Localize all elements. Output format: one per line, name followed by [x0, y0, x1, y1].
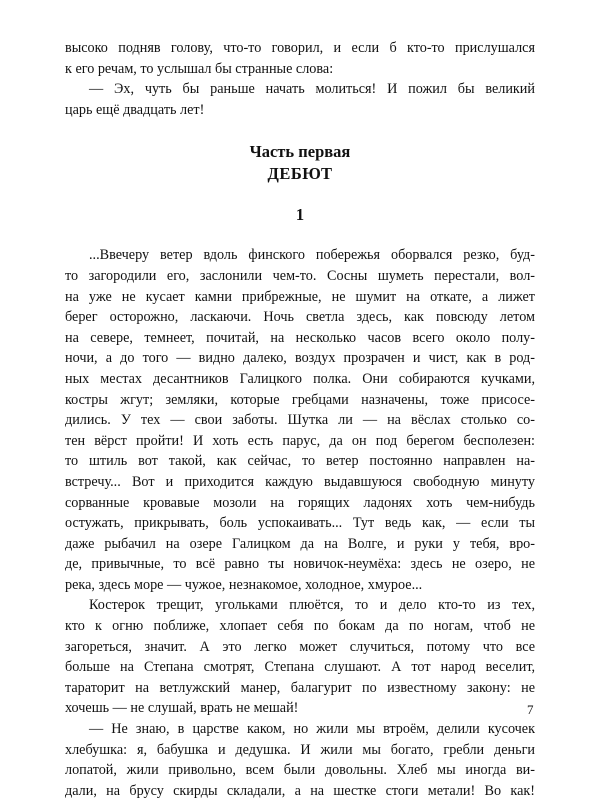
text-line: — Не знаю, в царстве каком, но жили мы втроём, делили кусочек	[89, 721, 535, 738]
text-line: дились. У тех — свои заботы. Шутка ли — на вёслах столько со-	[65, 412, 535, 429]
text-line: река, здесь море — чужое, незнакомое, холодное, хмурое...	[65, 576, 423, 593]
part-title: Часть первая	[249, 142, 351, 162]
part-name: ДЕБЮТ	[267, 164, 333, 184]
text-line: де, привычные, то всё равно ты новичок-неумёха: здесь не озеро, не	[65, 556, 535, 573]
text-line: кто к огню поближе, хлопает себя по бокам да по ногам, чтоб не	[65, 618, 535, 635]
text-line: костры жгут; земляки, которые гребцами назначены, тоже присосе-	[65, 391, 535, 408]
text-line: царь ещё двадцать лет!	[65, 101, 205, 118]
text-line: хочешь — не слушай, врать не мешай!	[65, 700, 299, 717]
text-line: то штиль вот такой, как сейчас, то ветер постоянно направлен на-	[65, 453, 535, 470]
text-line: к его речам, то услышал бы странные слова:	[65, 60, 334, 77]
text-line: на севере, темнеет, почитай, на несколько часов всего около полу-	[65, 329, 535, 346]
text-line: лопатой, жили привольно, всем были довольны. Хлеб мы иногда ви-	[65, 762, 535, 779]
paragraph-2	[65, 595, 535, 719]
text-line: больше на Степана смотрят, Степана слушают. А тот народ веселит,	[65, 659, 535, 676]
text-line: высоко подняв голову, что-то говорил, и если б кто-то прислушался	[65, 40, 535, 56]
text-line: встречу... Вот и приходится каждую выдавшуюся свободную минуту	[65, 473, 535, 490]
chapter-number: 1	[295, 205, 305, 225]
text-line: сорванные кровавые мозоли на горящих ладонях хоть чем-нибудь	[65, 494, 535, 511]
text-line: берег осторожно, ласкаючи. Ночь светла здесь, как повсюду летом	[65, 309, 535, 326]
text-line: ночи, а до того — видно далеко, воздух прозрачен и чист, как в род-	[65, 350, 535, 367]
text-line: на уже не кусает камни прибрежные, не шумит на откате, а лижет	[65, 288, 535, 305]
intro-text	[65, 38, 535, 120]
part-heading	[65, 141, 535, 185]
text-line: ных местах десантников Галицкого полка. Они собираются кучками,	[65, 370, 535, 387]
paragraph-3	[65, 719, 535, 801]
text-line: остужать, прикрывать, боль успокаивать... Тут ведь как, — если ты	[65, 515, 535, 532]
text-line: тен вёрст пройти! И хоть есть парус, да он под берегом бесполезен:	[65, 432, 535, 449]
page-number: 7	[527, 702, 534, 717]
text-line: — Эх, чуть бы раньше начать молиться! И пожил бы великий	[89, 81, 535, 98]
text-line: хлебушка: я, бабушка и дедушка. И жили мы богато, гребли деньги	[65, 741, 535, 758]
text-line: даже рыбачил на озере Галицком да на Волге, и руки у тебя, вро-	[65, 535, 535, 552]
text-line: то загородили его, заслонили чем-то. Сосны шуметь перестали, вол-	[65, 267, 535, 284]
paragraph-1	[65, 245, 535, 595]
text-line: ...Ввечеру ветер вдоль финского побережья оборвался резко, буд-	[89, 247, 535, 264]
text-line: Костерок трещит, угольками плюётся, то и дело кто-то из тех,	[89, 597, 535, 614]
text-line: загореться, значит. А это легко может случиться, потому что все	[65, 638, 535, 655]
text-line: дали, на брусу скирды складали, а на шестке стоги метали! Во как!	[65, 782, 535, 799]
text-line: тараторит на ветлужский манер, балагурит по известному закону: не	[65, 679, 535, 696]
book-page	[65, 38, 535, 801]
